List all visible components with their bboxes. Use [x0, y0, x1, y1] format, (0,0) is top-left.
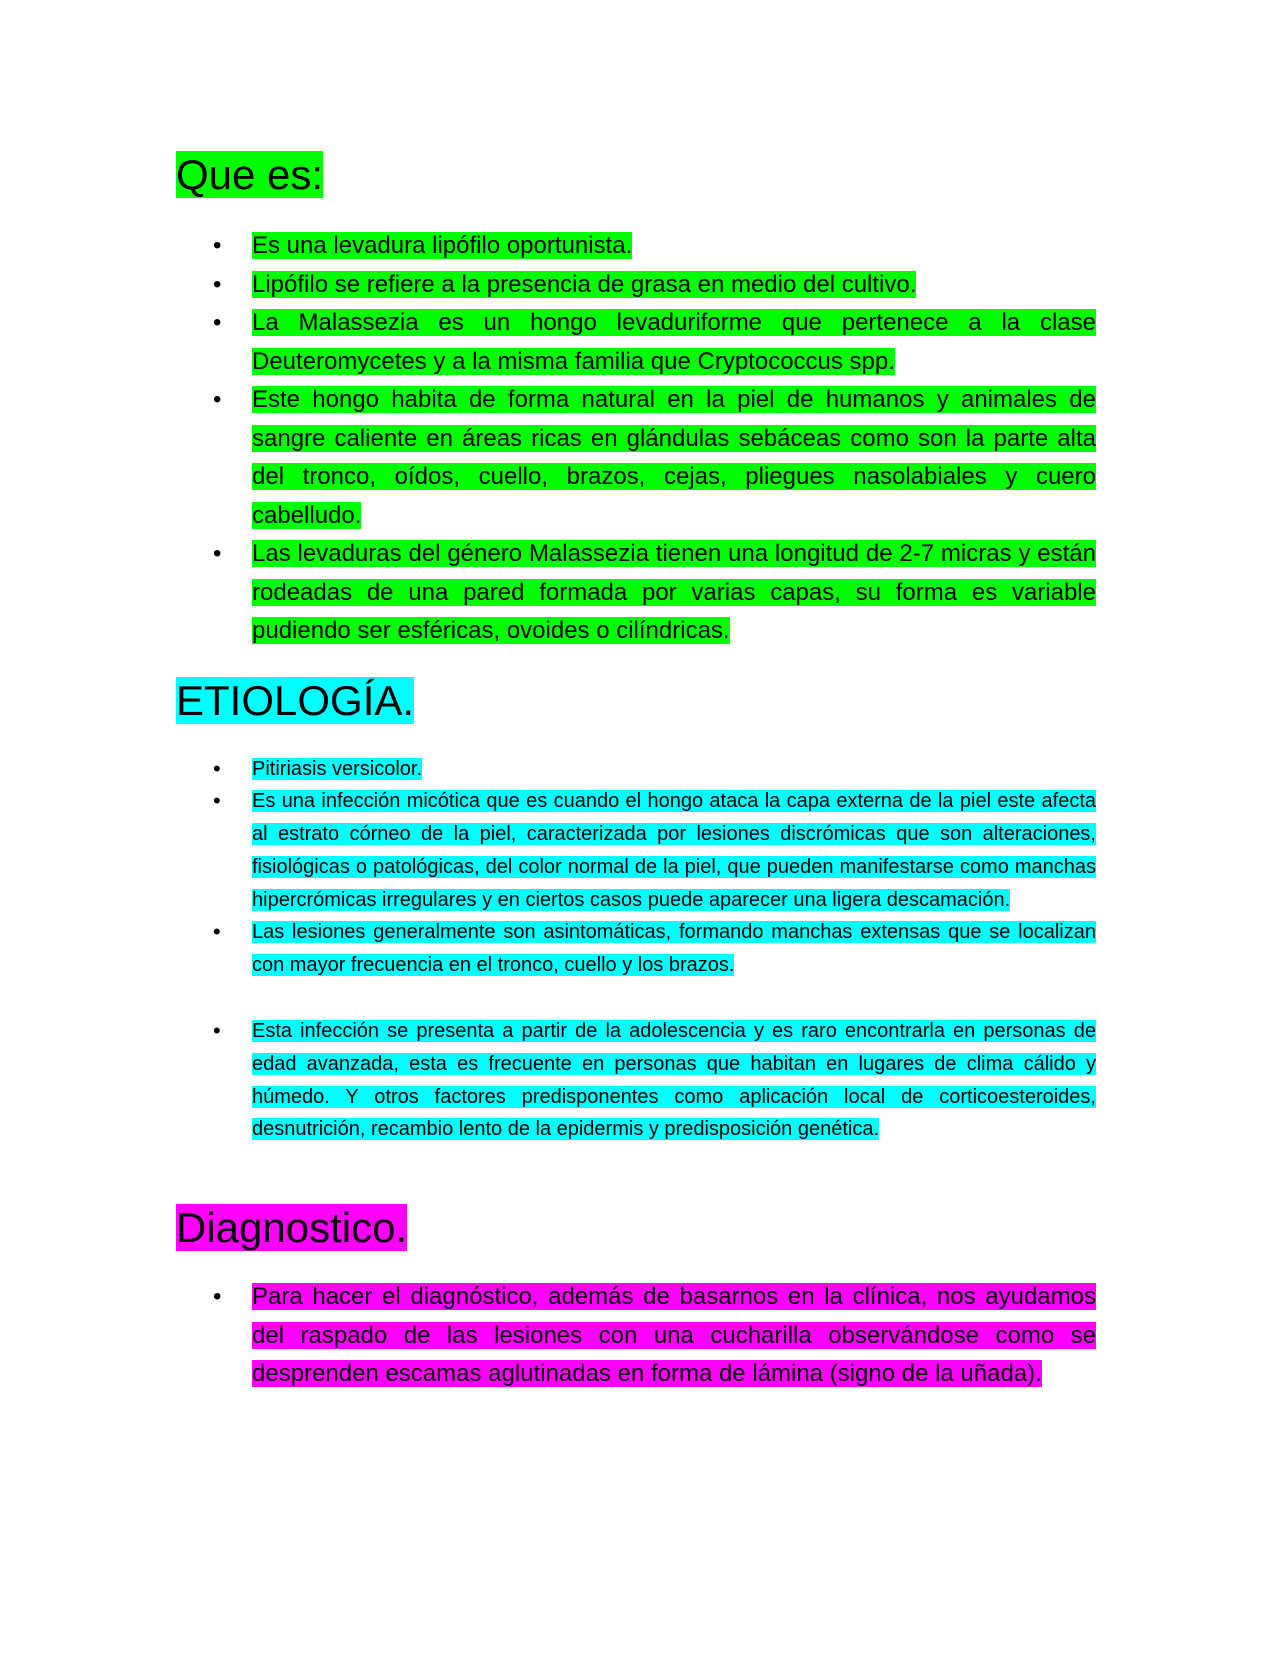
document-page — [176, 145, 1096, 1394]
bullet-list — [176, 753, 1096, 983]
bullet-list — [176, 1015, 1096, 1146]
paragraph-spacer — [176, 982, 1096, 1015]
list-item — [176, 753, 1096, 786]
list-item — [176, 1278, 1096, 1394]
list-item-text: Lipófilo se refiere a la presencia de grasa en medio del cultivo. — [252, 270, 917, 298]
list-item-text: Esta infección se presenta a partir de la adolescencia y es raro encontrarla en personas de edad avanzada, esta es frecuente en personas que habitan en lugares de clima cálido y húmedo. Y otros factores predisponentes como aplicación local de corticoesteroides, desnutrición, recambio lento de la epidermis y predisposición genética. — [252, 1020, 1096, 1141]
list-item — [176, 381, 1096, 535]
bullet-icon: • — [213, 232, 222, 259]
list-item-text: Es una levadura lipófilo oportunista. — [252, 232, 633, 259]
section-heading: Diagnostico. — [176, 1204, 408, 1252]
list-item — [176, 1015, 1096, 1146]
list-item-text: Las lesiones generalmente son asintomáticas, formando manchas extensas que se localizan con mayor frecuencia en el tronco, cuello y los brazos. — [252, 921, 1096, 977]
bullet-icon: • — [213, 919, 221, 945]
bullet-icon: • — [213, 540, 222, 567]
list-item-text: Pitiriasis versicolor. — [252, 757, 423, 780]
list-item-text: Este hongo habita de forma natural en la piel de humanos y animales de sangre caliente en áreas ricas en glándulas sebáceas como son la parte alta del tronco, oídos, cuello, brazos, cejas, pliegues nasolabiales y cuero cabelludo. — [252, 386, 1096, 529]
section-heading: ETIOLOGÍA. — [176, 676, 415, 724]
list-item-text: Las levaduras del género Malassezia tienen una longitud de 2-7 micras y están rodeadas de una pared formada por varias capas, su forma es variable pudiendo ser esféricas, ovoides o cilíndricas. — [252, 540, 1096, 644]
bullet-icon: • — [213, 788, 221, 814]
bullet-icon: • — [213, 1018, 221, 1044]
list-item-text: Es una infección micótica que es cuando el hongo ataca la capa externa de la piel este afecta al estrato córneo de la piel, caracterizada por lesiones discrómicas que son alteraciones, fisiológicas o patológicas, del color normal de la piel, que pueden manifestarse como manchas hipercrómicas irregulares y en ciertos casos puede aparecer una ligera descamación. — [252, 790, 1096, 911]
list-item — [176, 785, 1096, 916]
list-item — [176, 304, 1096, 381]
bullet-icon: • — [213, 309, 222, 336]
bullet-icon: • — [213, 270, 222, 298]
section-que-es — [176, 145, 1096, 651]
bullet-list — [176, 1278, 1096, 1394]
bullet-icon: • — [213, 386, 222, 413]
list-item — [176, 227, 1096, 266]
list-item — [176, 535, 1096, 651]
bullet-icon: • — [213, 755, 221, 781]
list-item-text: La Malassezia es un hongo levaduriforme que pertenece a la clase Deuteromycetes y a la misma familia que Cryptococcus spp. — [252, 309, 1096, 375]
section-heading: Que es: — [176, 151, 324, 198]
bullet-icon: • — [213, 1283, 222, 1311]
section-diagnostico — [176, 1198, 1096, 1394]
bullet-list — [176, 227, 1096, 651]
list-item — [176, 916, 1096, 982]
list-item — [176, 266, 1096, 305]
list-item-text: Para hacer el diagnóstico, además de basarnos en la clínica, nos ayudamos del raspado de las lesiones con una cucharilla observándose como se desprenden escamas aglutinadas en forma de lámina (signo de la uñada). — [252, 1283, 1096, 1388]
section-etiologia — [176, 671, 1096, 1147]
